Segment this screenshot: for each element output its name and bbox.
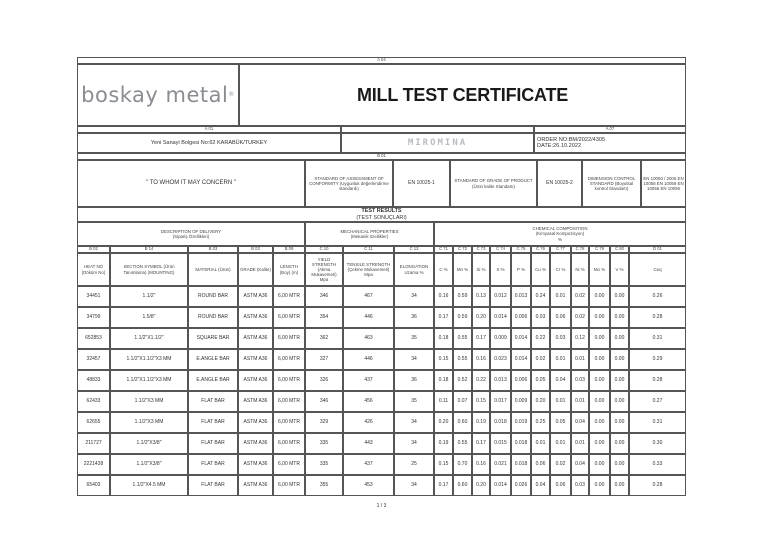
table-row xyxy=(77,391,686,412)
cell-c: 0.20 xyxy=(434,412,453,433)
cell-elongation: 35 xyxy=(394,391,434,412)
cell-s: 0.017 xyxy=(490,391,511,412)
column-header-cr: Cr % xyxy=(550,253,571,286)
cell-si: 0.20 xyxy=(472,475,490,496)
cell-grade: ASTM A36 xyxy=(238,328,273,349)
cell-mn: 0.60 xyxy=(453,475,472,496)
cell-length: 6,00 MTR xyxy=(273,349,305,370)
order-number: ORDER NO:BM/2022/4305 xyxy=(537,136,606,143)
column-code: C 76 xyxy=(531,246,550,253)
chemical-unit: % xyxy=(558,236,562,242)
cell-yield-strength: 326 xyxy=(305,370,343,391)
cell-grade: ASTM A36 xyxy=(238,454,273,475)
cell-cr: 0.05 xyxy=(550,412,571,433)
cell-cu: 0.20 xyxy=(531,391,550,412)
cell-grade: ASTM A36 xyxy=(238,286,273,307)
column-header-tensile-strength: TENSILE STRENGTH (Çekme Mukavemeti) Mpa xyxy=(343,253,394,286)
section-titles-row xyxy=(77,222,686,246)
column-header-material: MATERIAL (Ürün) xyxy=(188,253,238,286)
cell-ceq: 0.28 xyxy=(629,307,686,328)
cell-yield-strength: 362 xyxy=(305,328,343,349)
cell-c: 0.18 xyxy=(434,328,453,349)
column-code: C 75 xyxy=(511,246,531,253)
cell-heat-no: 211727 xyxy=(77,433,110,454)
cell-si: 0.13 xyxy=(472,286,490,307)
description-subtitle: (Sipariş Özellikleri) xyxy=(172,234,210,239)
cell-section-symbol: 1.1/2" xyxy=(110,286,188,307)
cell-ni: 0.01 xyxy=(571,391,589,412)
column-code: B 14 xyxy=(110,246,188,253)
cell-si: 0.16 xyxy=(472,454,490,475)
column-header-s: S % xyxy=(490,253,511,286)
cell-s: 0.009 xyxy=(490,328,511,349)
cell-material: E.ANGLE BAR xyxy=(188,349,238,370)
cell-elongation: 34 xyxy=(394,412,434,433)
logo-text: boskay metal xyxy=(81,82,229,107)
cell-mo: 0.00 xyxy=(589,286,610,307)
column-code: C 71 xyxy=(434,246,453,253)
cell-s: 0.012 xyxy=(490,286,511,307)
cell-heat-no: 652853 xyxy=(77,328,110,349)
cell-elongation: 34 xyxy=(394,286,434,307)
column-header-heat-no: HEAT NO (Döküm No) xyxy=(77,253,110,286)
column-headers-row xyxy=(77,253,686,286)
cell-heat-no: 2221438 xyxy=(77,454,110,475)
cell-v: 0.00 xyxy=(610,328,629,349)
cell-yield-strength: 335 xyxy=(305,433,343,454)
certificate-page xyxy=(77,57,686,509)
table-row xyxy=(77,307,686,328)
results-title-row xyxy=(77,207,686,222)
cell-tensile-strength: 437 xyxy=(343,454,394,475)
column-codes-row xyxy=(77,246,686,253)
cell-v: 0.00 xyxy=(610,307,629,328)
cell-mn: 0.55 xyxy=(453,328,472,349)
cell-heat-no: 62433 xyxy=(77,391,110,412)
cell-grade: ASTM A36 xyxy=(238,475,273,496)
cell-yield-strength: 354 xyxy=(305,307,343,328)
cell-elongation: 35 xyxy=(394,328,434,349)
cell-grade: ASTM A36 xyxy=(238,307,273,328)
cell-ceq: 0.28 xyxy=(629,370,686,391)
cell-mo: 0.00 xyxy=(589,307,610,328)
cell-mn: 0.55 xyxy=(453,349,472,370)
column-code: C 79 xyxy=(589,246,610,253)
cell-si: 0.20 xyxy=(472,307,490,328)
cell-cr: 0.06 xyxy=(550,307,571,328)
column-code: C 80 xyxy=(610,246,629,253)
company-logo xyxy=(77,64,239,126)
cell-ceq: 0.27 xyxy=(629,391,686,412)
cell-s: 0.015 xyxy=(490,433,511,454)
cell-grade: ASTM A36 xyxy=(238,433,273,454)
cell-v: 0.00 xyxy=(610,391,629,412)
cell-v: 0.00 xyxy=(610,433,629,454)
cell-material: FLAT BAR xyxy=(188,475,238,496)
cell-section-symbol: 1.1/2"X1.1/2"X3 MM xyxy=(110,370,188,391)
cell-c: 0.15 xyxy=(434,454,453,475)
cell-mn: 0.59 xyxy=(453,307,472,328)
cell-c: 0.19 xyxy=(434,433,453,454)
column-header-ni: Ni % xyxy=(571,253,589,286)
table-row xyxy=(77,454,686,475)
customer-box xyxy=(341,133,534,153)
cell-si: 0.15 xyxy=(472,391,490,412)
cell-length: 6,00 MTR xyxy=(273,433,305,454)
cell-ni: 0.01 xyxy=(571,349,589,370)
cell-length: 6,00 MTR xyxy=(273,307,305,328)
cell-elongation: 36 xyxy=(394,370,434,391)
cell-mo: 0.00 xyxy=(589,391,610,412)
cell-elongation: 34 xyxy=(394,475,434,496)
cell-grade: ASTM A36 xyxy=(238,391,273,412)
cell-length: 6,00 MTR xyxy=(273,412,305,433)
code-row xyxy=(77,126,686,133)
cell-cu: 0.03 xyxy=(531,307,550,328)
cell-s: 0.013 xyxy=(490,370,511,391)
cell-si: 0.22 xyxy=(472,370,490,391)
cell-tensile-strength: 437 xyxy=(343,370,394,391)
cell-c: 0.18 xyxy=(434,370,453,391)
cell-heat-no: 32457 xyxy=(77,349,110,370)
company-address: Yeni Sanayi Bolgesi No:62 KARABÜK/TURKEY xyxy=(77,133,341,153)
cell-tensile-strength: 446 xyxy=(343,349,394,370)
cell-length: 6,00 MTR xyxy=(273,370,305,391)
column-code: B 09 xyxy=(273,246,305,253)
column-header-p: P % xyxy=(511,253,531,286)
cell-s: 0.014 xyxy=(490,475,511,496)
cell-cu: 0.25 xyxy=(531,412,550,433)
column-code: B 02 xyxy=(77,246,110,253)
cell-si: 0.16 xyxy=(472,349,490,370)
cell-cr: 0.01 xyxy=(550,433,571,454)
table-row xyxy=(77,412,686,433)
column-code: C 72 xyxy=(453,246,472,253)
column-header-mn: Mn % xyxy=(453,253,472,286)
cell-tensile-strength: 463 xyxy=(343,328,394,349)
table-row xyxy=(77,475,686,496)
cell-cu: 0.04 xyxy=(531,475,550,496)
cell-material: SQUARE BAR xyxy=(188,328,238,349)
cell-c: 0.11 xyxy=(434,391,453,412)
cell-mo: 0.00 xyxy=(589,475,610,496)
cell-length: 6,00 MTR xyxy=(273,454,305,475)
cell-s: 0.021 xyxy=(490,454,511,475)
description-section xyxy=(77,222,305,246)
column-code: C 11 xyxy=(343,246,394,253)
cell-ceq: 0.33 xyxy=(629,454,686,475)
column-header-yield-strength: YIELD STRENGTH (Akma Mukavemeti) Mpa xyxy=(305,253,343,286)
cell-v: 0.00 xyxy=(610,286,629,307)
cell-p: 0.014 xyxy=(511,328,531,349)
cell-ni: 0.02 xyxy=(571,307,589,328)
column-code: C 10 xyxy=(305,246,343,253)
cell-c: 0.16 xyxy=(434,286,453,307)
cell-p: 0.006 xyxy=(511,307,531,328)
cell-tensile-strength: 456 xyxy=(343,391,394,412)
column-header-grade: GRADE (Kalite) xyxy=(238,253,273,286)
cell-material: ROUND BAR xyxy=(188,286,238,307)
cell-p: 0.019 xyxy=(511,412,531,433)
code-spacer xyxy=(341,126,534,133)
cell-s: 0.014 xyxy=(490,307,511,328)
cell-yield-strength: 355 xyxy=(305,475,343,496)
cell-material: FLAT BAR xyxy=(188,454,238,475)
cell-elongation: 25 xyxy=(394,454,434,475)
cell-mn: 0.55 xyxy=(453,433,472,454)
cell-grade: ASTM A36 xyxy=(238,370,273,391)
column-header-elongation: ELONGATION Uzama % xyxy=(394,253,434,286)
cell-p: 0.006 xyxy=(511,370,531,391)
column-code: D 01 xyxy=(629,246,686,253)
cell-mo: 0.00 xyxy=(589,370,610,391)
page-number: 1 / 3 xyxy=(376,503,387,509)
address-row xyxy=(77,133,686,153)
cell-heat-no: 62655 xyxy=(77,412,110,433)
cell-v: 0.00 xyxy=(610,349,629,370)
cell-si: 0.19 xyxy=(472,412,490,433)
cell-yield-strength: 327 xyxy=(305,349,343,370)
cell-ceq: 0.26 xyxy=(629,286,686,307)
logo-mark: ® xyxy=(228,90,235,98)
cell-length: 6,00 MTR xyxy=(273,328,305,349)
cell-s: 0.023 xyxy=(490,349,511,370)
cell-material: FLAT BAR xyxy=(188,433,238,454)
mechanical-title: MECHANICAL PROPERTIES xyxy=(340,228,399,234)
cell-ni: 0.04 xyxy=(571,412,589,433)
cell-heat-no: 48833 xyxy=(77,370,110,391)
cell-yield-strength: 329 xyxy=(305,412,343,433)
cell-yield-strength: 346 xyxy=(305,286,343,307)
cell-mo: 0.00 xyxy=(589,412,610,433)
cell-cr: 0.02 xyxy=(550,454,571,475)
column-code: B 03 xyxy=(188,246,238,253)
grade-standard-value: EN 10025-2 xyxy=(537,160,582,207)
cell-cu: 0.24 xyxy=(531,286,550,307)
results-title xyxy=(77,207,686,222)
cell-section-symbol: 1.1/2"X1.1/2"X3 MM xyxy=(110,349,188,370)
cell-ni: 0.12 xyxy=(571,328,589,349)
cell-section-symbol: 1.1/2"X3/8" xyxy=(110,454,188,475)
cell-material: E.ANGLE BAR xyxy=(188,370,238,391)
chemical-section xyxy=(434,222,686,246)
grade-standard-label: STANDARD OF GRADE OF PRODUCT (Ürün kalite Standartı) xyxy=(450,160,537,207)
cell-mn: 0.60 xyxy=(453,412,472,433)
dimension-standard-value: EN 10060 / 2006 EN 10058 EN 10059 EN 10056 EN 10059 xyxy=(641,160,686,207)
cell-tensile-strength: 446 xyxy=(343,307,394,328)
customer-name: MIROMINA xyxy=(407,137,468,148)
top-code-row xyxy=(77,57,686,64)
standards-code-row xyxy=(77,153,686,160)
cell-p: 0.009 xyxy=(511,391,531,412)
cell-cu: 0.02 xyxy=(531,349,550,370)
cell-length: 6,00 MTR xyxy=(273,391,305,412)
cell-cr: 0.01 xyxy=(550,391,571,412)
column-code: C 78 xyxy=(571,246,589,253)
cell-mo: 0.00 xyxy=(589,328,610,349)
standards-row xyxy=(77,160,686,207)
dimension-standard-label: DIMENSION CONTROL STANDARD (Boyutsal kontrol Standartı) xyxy=(582,160,641,207)
table-row xyxy=(77,433,686,454)
cell-c: 0.17 xyxy=(434,475,453,496)
cell-elongation: 34 xyxy=(394,433,434,454)
cell-material: ROUND BAR xyxy=(188,307,238,328)
column-header-ceq: Ceq xyxy=(629,253,686,286)
cell-si: 0.17 xyxy=(472,433,490,454)
cell-p: 0.013 xyxy=(511,286,531,307)
cell-heat-no: 65403 xyxy=(77,475,110,496)
mechanical-section xyxy=(305,222,434,246)
cell-yield-strength: 346 xyxy=(305,391,343,412)
cell-p: 0.026 xyxy=(511,475,531,496)
order-info xyxy=(534,133,686,153)
column-header-mo: Mo % xyxy=(589,253,610,286)
document-title: MILL TEST CERTIFICATE xyxy=(356,84,569,105)
table-row xyxy=(77,286,686,307)
cell-ni: 0.01 xyxy=(571,433,589,454)
column-code: C 13 xyxy=(394,246,434,253)
cell-section-symbol: 1.1/2"X1.1/2" xyxy=(110,328,188,349)
column-header-v: V % xyxy=(610,253,629,286)
cell-tensile-strength: 453 xyxy=(343,475,394,496)
cell-mn: 0.52 xyxy=(453,370,472,391)
cell-mn: 0.59 xyxy=(453,286,472,307)
column-header-section-symbol: SECTION SYMBOL (Ürün Tanımlama) (MOUNTING) xyxy=(110,253,188,286)
cell-tensile-strength: 467 xyxy=(343,286,394,307)
cell-ni: 0.02 xyxy=(571,286,589,307)
cell-ceq: 0.29 xyxy=(629,349,686,370)
cell-cr: 0.06 xyxy=(550,475,571,496)
table-row xyxy=(77,349,686,370)
cell-mo: 0.00 xyxy=(589,454,610,475)
conformity-standard-label: STANDARD OF ASSESSMENT OF CONFORMITY (Uygunluk değerlendirme standardı) xyxy=(305,160,393,207)
column-header-length: LENGTH (Boy) (m) xyxy=(273,253,305,286)
header-row xyxy=(77,64,686,126)
cell-cu: 0.01 xyxy=(531,433,550,454)
table-row xyxy=(77,328,686,349)
column-header-c: C % xyxy=(434,253,453,286)
cell-ceq: 0.28 xyxy=(629,475,686,496)
column-header-si: Si % xyxy=(472,253,490,286)
cell-mo: 0.00 xyxy=(589,433,610,454)
cell-p: 0.018 xyxy=(511,454,531,475)
cell-section-symbol: 1.1/2"X3 MM xyxy=(110,391,188,412)
cell-elongation: 36 xyxy=(394,307,434,328)
cell-tensile-strength: 443 xyxy=(343,433,394,454)
description-title: DESCRIPTION OF DELIVERY xyxy=(160,228,222,234)
column-code: C 74 xyxy=(490,246,511,253)
cell-cu: 0.06 xyxy=(531,454,550,475)
top-code: A 04 xyxy=(77,57,686,64)
cell-v: 0.00 xyxy=(610,475,629,496)
cell-ceq: 0.31 xyxy=(629,328,686,349)
cell-mo: 0.00 xyxy=(589,349,610,370)
cell-cr: 0.01 xyxy=(550,286,571,307)
column-code: C 73 xyxy=(472,246,490,253)
cell-cr: 0.04 xyxy=(550,370,571,391)
cell-p: 0.014 xyxy=(511,349,531,370)
cell-yield-strength: 335 xyxy=(305,454,343,475)
cell-mn: 0.70 xyxy=(453,454,472,475)
cell-cr: 0.01 xyxy=(550,349,571,370)
standards-code: B 01 xyxy=(77,153,686,160)
cell-section-symbol: 1.1/2"X3 MM xyxy=(110,412,188,433)
cell-length: 6,00 MTR xyxy=(273,475,305,496)
cell-v: 0.00 xyxy=(610,454,629,475)
cell-v: 0.00 xyxy=(610,412,629,433)
cell-c: 0.17 xyxy=(434,307,453,328)
column-code: C 77 xyxy=(550,246,571,253)
cell-s: 0.018 xyxy=(490,412,511,433)
results-subtitle: (TEST SONUÇLARI) xyxy=(356,214,407,221)
mechanical-subtitle: (Mekanik özellikler) xyxy=(350,234,389,239)
chemical-title: CHEMICAL COMPOSITION xyxy=(532,226,588,232)
cell-ni: 0.03 xyxy=(571,370,589,391)
cell-mn: 0.07 xyxy=(453,391,472,412)
chemical-subtitle: (Kimyasal Kompozisyon) xyxy=(535,231,585,237)
cell-si: 0.17 xyxy=(472,328,490,349)
cell-cu: 0.22 xyxy=(531,328,550,349)
cell-ceq: 0.30 xyxy=(629,433,686,454)
to-whom-it-may-concern: " TO WHOM IT MAY CONCERN " xyxy=(77,160,305,207)
cell-ni: 0.03 xyxy=(571,475,589,496)
cell-ceq: 0.31 xyxy=(629,412,686,433)
cell-section-symbol: 1.5/8" xyxy=(110,307,188,328)
cell-heat-no: 34799 xyxy=(77,307,110,328)
cell-elongation: 34 xyxy=(394,349,434,370)
cell-grade: ASTM A36 xyxy=(238,412,273,433)
cell-cu: 0.05 xyxy=(531,370,550,391)
cell-tensile-strength: 426 xyxy=(343,412,394,433)
cell-c: 0.15 xyxy=(434,349,453,370)
cell-v: 0.00 xyxy=(610,370,629,391)
cell-material: FLAT BAR xyxy=(188,391,238,412)
order-date: DATE:26.10.2022 xyxy=(537,143,582,149)
table-row xyxy=(77,370,686,391)
cell-grade: ASTM A36 xyxy=(238,349,273,370)
cell-cr: 0.03 xyxy=(550,328,571,349)
cell-p: 0.018 xyxy=(511,433,531,454)
cell-heat-no: 34451 xyxy=(77,286,110,307)
column-code: B 03 xyxy=(238,246,273,253)
conformity-standard-value: EN 10025-1 xyxy=(393,160,450,207)
cell-section-symbol: 1.1/2"X4.5 MM xyxy=(110,475,188,496)
column-header-cu: Cu % xyxy=(531,253,550,286)
cell-length: 6,00 MTR xyxy=(273,286,305,307)
cell-material: FLAT BAR xyxy=(188,412,238,433)
order-code: A 07 xyxy=(534,126,686,133)
results-title-text: TEST RESULTS xyxy=(361,208,402,215)
document-title-box xyxy=(239,64,686,126)
cell-section-symbol: 1.1/2"X3/8" xyxy=(110,433,188,454)
company-code: A 01 xyxy=(77,126,341,133)
cell-ni: 0.04 xyxy=(571,454,589,475)
